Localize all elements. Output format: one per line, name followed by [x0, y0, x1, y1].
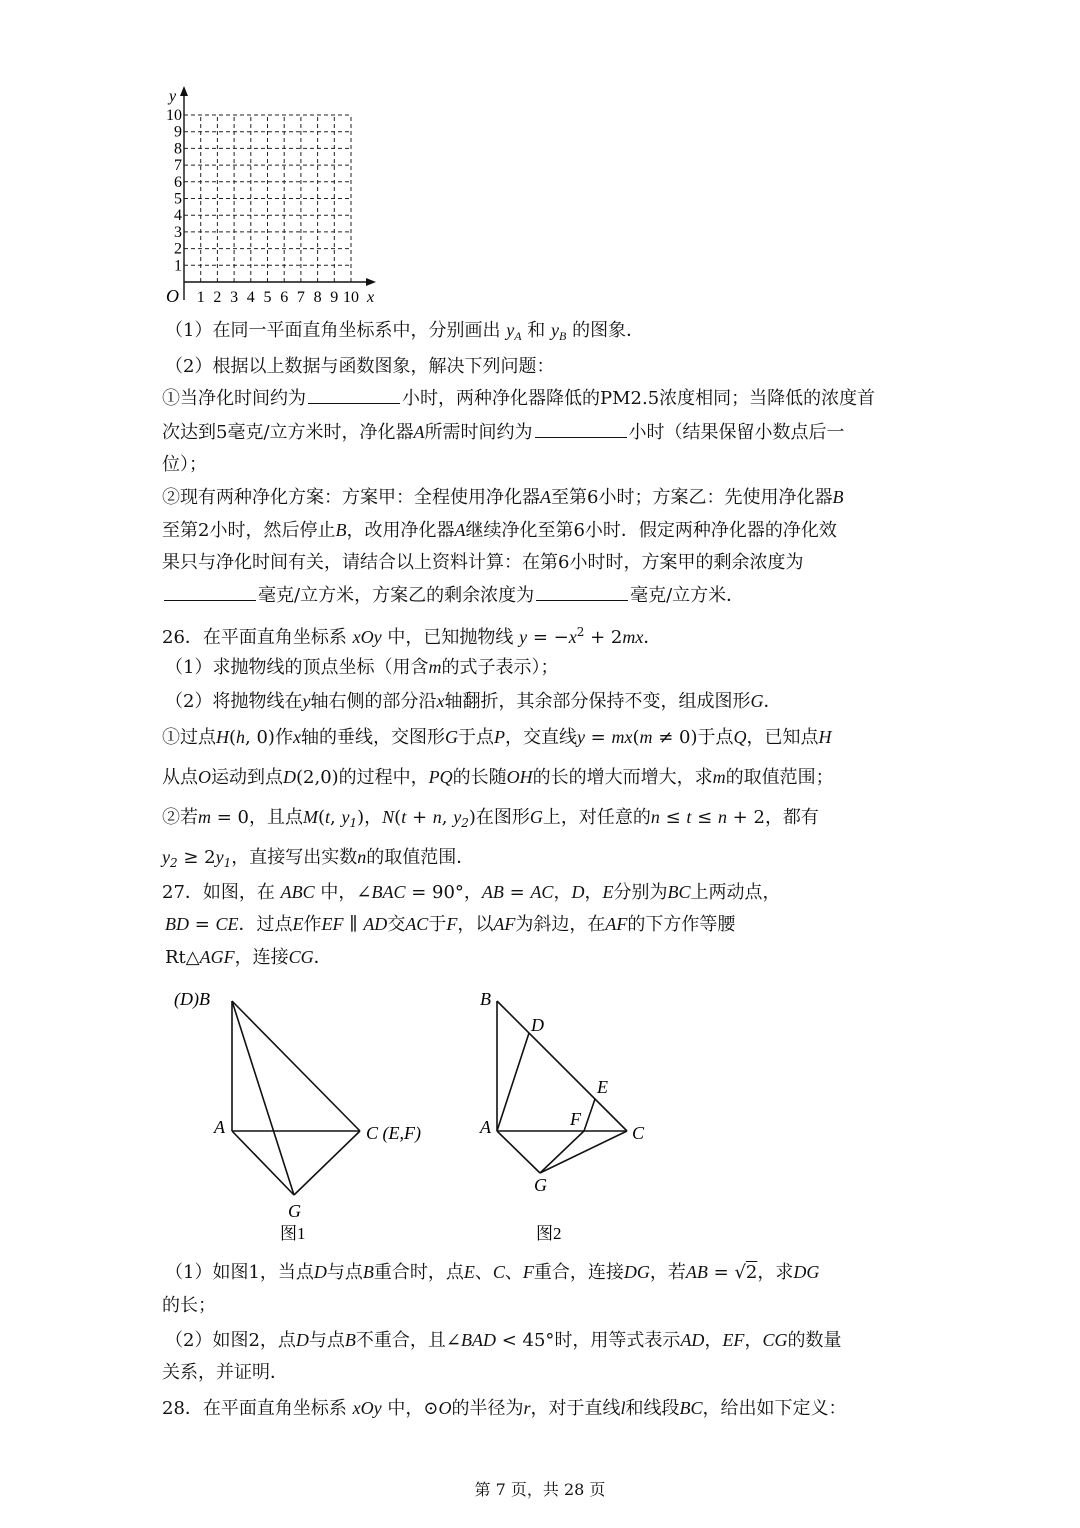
label-E: E: [597, 1077, 608, 1097]
answer-blank[interactable]: [308, 387, 400, 404]
figure-1: [170, 985, 450, 1245]
segment-EF: [584, 1099, 595, 1131]
x-tick-label: 10: [343, 289, 359, 306]
q27-part2-line1: （2）如图2，点D与点B不重合，且∠BAD < 45°时，用等式表示AD，EF，CG的数量: [165, 1330, 842, 1351]
q27-line3: Rt△AGF，连接CG．: [165, 947, 332, 968]
y-tick-label: 10: [166, 107, 182, 124]
q27-part1-line2: 的长；: [162, 1295, 216, 1316]
q25-c1-line1: ①当净化时间约为 小时，两种净化器降低的PM2.5浓度相同；当降低的浓度首: [162, 388, 876, 409]
y-tick-label: 5: [174, 190, 182, 208]
figure-1-caption: 图1: [280, 1224, 306, 1243]
x-tick-label: 3: [230, 289, 239, 306]
figure-2-caption: 图2: [536, 1224, 562, 1243]
y-tick-label: 6: [174, 173, 182, 191]
answer-blank[interactable]: [535, 421, 627, 438]
x-tick-label: 1: [196, 289, 205, 306]
q25-c2-line1: ②现有两种净化方案：方案甲：全程使用净化器A至第6小时；方案乙：先使用净化器B: [162, 487, 844, 508]
y-tick-label: 2: [174, 240, 182, 258]
label-G: G: [534, 1175, 547, 1195]
y-tick-label: 3: [174, 223, 182, 241]
x-tick-label: 7: [296, 289, 305, 306]
label-C: C (E,F): [366, 1123, 421, 1143]
label-G: G: [288, 1201, 301, 1221]
q27-part1-line1: （1）如图1，当点D与点B重合时，点E、C、F重合，连接DG，若AB = √2，求DG: [165, 1262, 820, 1283]
q25-part2: （2）根据以上数据与函数图象，解决下列问题：: [165, 356, 555, 377]
y-tick-label: 1: [174, 257, 182, 275]
q27-part2-line2: 关系，并证明．: [162, 1362, 288, 1383]
x-tick-label: 8: [313, 289, 322, 306]
page-footer: 第 7 页，共 28 页: [474, 1480, 606, 1499]
q25-c1-line2: 次达到5毫克/立方米时，净化器A所需时间约为 小时（结果保留小数点后一: [162, 422, 845, 443]
y-tick-label: 8: [174, 140, 182, 158]
label-B: (D)B: [174, 989, 210, 1009]
label-A: A: [214, 1117, 225, 1137]
segment-CG: [294, 1131, 360, 1195]
answer-blank[interactable]: [164, 584, 256, 601]
q25-c2-line3: 果只与净化时间有关，请结合以上资料计算：在第6小时时，方案甲的剩余浓度为: [162, 552, 804, 573]
q26-c2-line1: ②若m = 0，且点M(t, $y_1$)，N(t + n, $y_2$)在图形G上，对任意的n ≤ t ≤ n + 2，都有: [162, 807, 819, 830]
x-tick-label: 2: [213, 289, 222, 306]
segment-AD: [497, 1033, 529, 1131]
y-tick-label: 7: [174, 157, 182, 175]
q26-c1-line2: 从点O运动到点D(2,0)的过程中，PQ的长随OH的长的增大而增大，求m的取值范围；: [162, 767, 834, 788]
segment-DG: [232, 1001, 294, 1195]
segment-BC: [497, 1001, 627, 1131]
answer-blank[interactable]: [536, 584, 628, 601]
origin-label: O: [166, 286, 179, 306]
q25-part1: （1）在同一平面直角坐标系中，分别画出 $y_A$ 和 $y_B$ 的图象．: [165, 320, 645, 343]
label-F: F: [570, 1109, 581, 1129]
y-tick-label: 9: [174, 123, 182, 141]
label-B: B: [480, 989, 491, 1009]
q27-line1: 27．如图，在 ABC 中，∠BAC = 90°，AB = AC，D，E分别为BC上两动点，: [162, 882, 781, 903]
q25-c2-line2: 至第2小时，然后停止B，改用净化器A继续净化至第6小时．假定两种净化器的净化效: [162, 520, 837, 541]
x-tick-label: 5: [263, 289, 272, 306]
x-tick-label: 4: [246, 289, 255, 306]
q25-c1-line3: 位）；: [162, 454, 207, 475]
figure-2: [470, 985, 670, 1245]
segment-CG: [540, 1131, 627, 1173]
coordinate-grid: [160, 82, 390, 312]
segment-BC: [232, 1001, 360, 1131]
q28-stem: 28．在平面直角坐标系 xOy 中，⊙O的半径为r，对于直线l和线段BC，给出如下定义：: [162, 1398, 847, 1419]
x-tick-label: 9: [330, 289, 339, 306]
y-axis-label: y: [169, 88, 177, 105]
q26-stem: 26．在平面直角坐标系 xOy 中，已知抛物线 $y = -x^2 + 2mx$．: [162, 625, 662, 648]
q26-c2-line2: $y_2 \ge 2y_1$，直接写出实数n的取值范围．: [162, 847, 475, 870]
q26-part2: （2）将抛物线在y轴右侧的部分沿x轴翻折，其余部分保持不变，组成图形G．: [165, 691, 782, 712]
q27-line2: BD = CE．过点E作EF ∥ AD交AC于F，以AF为斜边，在AF的下方作等腰: [165, 914, 736, 935]
label-A: A: [480, 1117, 491, 1137]
segment-AG: [232, 1131, 294, 1195]
q26-part1: （1）求抛物线的顶点坐标（用含m的式子表示）；: [165, 657, 559, 678]
x-tick-label: 6: [280, 289, 289, 306]
label-C: C: [632, 1123, 645, 1143]
q26-c1-line1: ①过点H(h, 0)作x轴的垂线，交图形G于点P，交直线y = mx(m ≠ 0)于点Q，已知点H: [162, 727, 832, 748]
segment-AG: [497, 1131, 540, 1173]
y-tick-label: 4: [174, 207, 182, 225]
x-axis-label: x: [367, 289, 375, 306]
label-D: D: [531, 1015, 544, 1035]
q25-c2-line4: 毫克/立方米，方案乙的剩余浓度为 毫克/立方米．: [162, 584, 744, 608]
segment-GF: [540, 1131, 584, 1173]
